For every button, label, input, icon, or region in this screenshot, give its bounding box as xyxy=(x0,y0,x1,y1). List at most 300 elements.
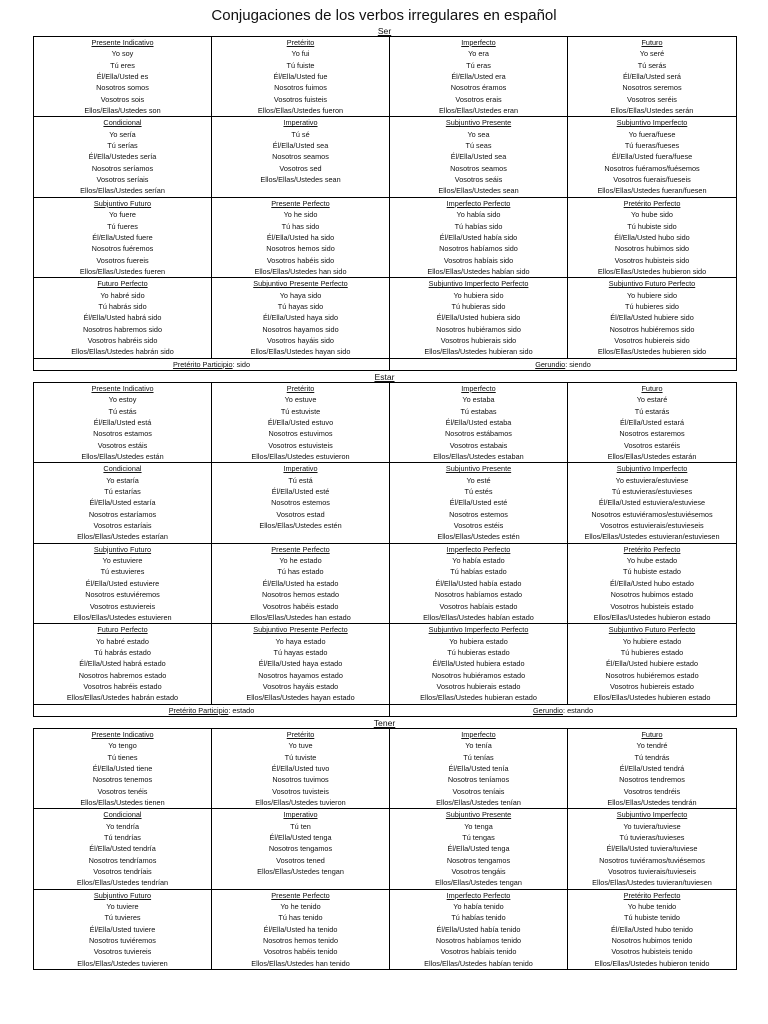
conjugation-form: Yo tendría xyxy=(106,821,139,831)
conjugation-form: Ellos/Ellas/Ustedes hubieran sido xyxy=(424,347,533,357)
tense-cell xyxy=(568,889,737,969)
conjugation-form: Ellos/Ellas/Ustedes están xyxy=(81,452,164,462)
conjugation-form: Él/Ella/Usted había tenido xyxy=(436,924,521,934)
conjugation-form: Él/Ella/Usted estará xyxy=(619,418,685,427)
conjugation-form: Tú seas xyxy=(465,141,492,151)
conjugation-form: Ellos/Ellas/Ustedes hubieran estado xyxy=(420,693,537,703)
conjugation-form: Yo estuviere xyxy=(102,556,143,566)
tense-cell xyxy=(568,728,737,808)
participle-row xyxy=(34,358,737,370)
conjugation-form: Tú tengas xyxy=(462,833,495,843)
conjugation-form: Él/Ella/Usted ha tenido xyxy=(263,924,338,934)
tense-row xyxy=(34,37,737,117)
tense-cell xyxy=(34,463,212,543)
conjugation-form: Yo fuera/fuese xyxy=(628,129,676,139)
conjugation-form: Ellos/Ellas/Ustedes tienen xyxy=(80,798,165,807)
conjugation-form: Yo haya estado xyxy=(275,636,326,646)
conjugation-form: Tú hayas estado xyxy=(273,647,328,657)
tense-name: Condicional xyxy=(103,810,142,820)
conjugation-form: Ellos/Ellas/Ustedes hubieron estado xyxy=(593,612,711,622)
conjugation-form: Vosotros sois xyxy=(100,94,145,104)
tense-name: Subjuntivo Presente Perfecto xyxy=(253,279,348,289)
conjugation-form: Vosotros hubiereis sido xyxy=(614,335,690,345)
tense-cell xyxy=(212,809,390,889)
conjugation-form: Nosotros habíamos sido xyxy=(439,244,518,254)
conjugation-form: Ellos/Ellas/Ustedes hayan estado xyxy=(246,693,355,703)
conjugation-form: Vosotros seáis xyxy=(454,175,503,185)
conjugation-form: Él/Ella/Usted tenga xyxy=(447,844,510,854)
conjugation-form: Vosotros habíais tenido xyxy=(440,947,517,957)
conjugation-form: Tú hubiste tenido xyxy=(624,913,680,923)
conjugation-form: Tú tienes xyxy=(107,752,138,762)
conjugation-form: Ellos/Ellas/Ustedes habían tenido xyxy=(424,958,533,968)
conjugation-form: Vosotros estabais xyxy=(449,440,508,450)
conjugation-form: Tú hubieres sido xyxy=(625,301,679,311)
conjugation-form: Tú estuvieras/estuvieses xyxy=(611,487,693,497)
conjugation-form: Nosotros hubimos estado xyxy=(610,590,694,600)
tense-cell xyxy=(390,37,568,117)
conjugation-form: Tú has estado xyxy=(277,567,324,577)
conjugation-form: Tú tuvieras/tuvieses xyxy=(619,833,685,843)
conjugation-form: Nosotros hemos tenido xyxy=(262,936,339,946)
conjugation-form: Yo era xyxy=(468,49,489,59)
tense-cell xyxy=(212,889,390,969)
conjugation-form: Tú hubiste estado xyxy=(622,567,681,577)
conjugation-form: Nosotros tenemos xyxy=(92,775,153,785)
conjugation-form: Ellos/Ellas/Ustedes estuvieran/estuviesen xyxy=(584,532,720,542)
conjugation-form: Él/Ella/Ustedes sería xyxy=(88,152,157,162)
tense-cell xyxy=(390,117,568,197)
conjugation-form: Nosotros hubiéramos estado xyxy=(431,670,526,680)
conjugation-form: Él/Ella/Usted esté xyxy=(271,487,330,497)
conjugation-form: Ellos/Ellas/Ustedes habían sido xyxy=(427,266,530,276)
tense-name: Imperfecto Perfecto xyxy=(446,544,511,554)
conjugation-form: Vosotros erais xyxy=(455,94,502,104)
conjugation-form: Ellos/Ellas/Ustedes habrán estado xyxy=(66,693,179,703)
tense-cell xyxy=(390,543,568,623)
conjugation-form: Vosotros fuereis xyxy=(96,255,149,265)
conjugation-form: Yo tengo xyxy=(108,741,137,751)
tense-row xyxy=(34,624,737,704)
tense-name: Subjuntivo Imperfecto xyxy=(616,464,688,474)
conjugation-form: Vosotros sed xyxy=(279,163,322,173)
tense-name: Futuro Perfecto xyxy=(97,625,148,635)
conjugation-form: Vosotros hubierais estado xyxy=(436,681,521,691)
past-participle-value: sido xyxy=(236,359,251,369)
tense-cell xyxy=(568,278,737,358)
tense-name: Futuro xyxy=(641,38,663,47)
conjugation-form: Nosotros tengamos xyxy=(268,844,333,854)
tense-cell xyxy=(568,197,737,277)
conjugation-form: Yo tuve xyxy=(288,741,313,751)
conjugation-form: Ellos/Ellas/Ustedes hubieren estado xyxy=(593,693,711,703)
conjugation-form: Yo hubiera estado xyxy=(449,636,508,646)
conjugation-form: Ellos/Ellas/Ustedes estén xyxy=(437,532,520,542)
conjugation-form: Vosotros hubisteis estado xyxy=(610,601,694,611)
conjugation-form: Nosotros seamos xyxy=(272,152,329,162)
conjugation-form: Él/Ella/Usted tendría xyxy=(89,844,156,854)
tense-name: Imperativo xyxy=(283,810,318,820)
past-participle-value: estado xyxy=(232,705,255,715)
tense-name: Futuro xyxy=(641,729,663,739)
conjugation-form: Vosotros estaréis xyxy=(624,440,680,450)
tense-cell xyxy=(390,463,568,543)
conjugation-form: Ellos/Ellas/Ustedes estarían xyxy=(77,532,168,542)
conjugation-form: Nosotros fuéramos/fuésemos xyxy=(604,163,700,173)
conjugation-form: Yo había tenido xyxy=(453,902,504,912)
conjugation-form: Nosotros éramos xyxy=(450,83,507,93)
tense-name: Pretérito Perfecto xyxy=(623,890,681,900)
conjugation-form: Nosotros hubiéramos sido xyxy=(436,324,521,334)
conjugation-form: Tú estás xyxy=(108,406,137,416)
tense-name: Imperfecto Perfecto xyxy=(446,198,511,208)
gerund: Gerundio: estando xyxy=(390,704,737,716)
conjugation-form: Él/Ella/Usted esté xyxy=(449,498,508,508)
tense-name: Subjuntivo Imperfecto xyxy=(616,118,688,128)
tense-name: Subjuntivo Presente xyxy=(445,118,512,128)
tense-cell xyxy=(212,117,390,197)
conjugation-form: Nosotros tendríamos xyxy=(88,855,157,865)
conjugation-form: Él/Ella/Usted hubo sido xyxy=(614,232,690,242)
conjugation-form: Vosotros fuerais/fueseis xyxy=(613,175,691,185)
conjugation-form: Yo estaba xyxy=(462,395,495,405)
conjugation-form: Nosotros estábamos xyxy=(445,429,512,439)
conjugation-table xyxy=(33,36,737,371)
past-participle-label: Pretérito Participio xyxy=(168,705,229,715)
tense-row xyxy=(34,197,737,277)
conjugation-form: Él/Ella/Usted era xyxy=(451,72,506,82)
conjugation-form: Él/Ella/Usted habrá sido xyxy=(83,313,162,323)
conjugation-form: Tú habías estado xyxy=(450,567,507,577)
conjugation-form: Nosotros teníamos xyxy=(447,775,510,785)
conjugation-form: Nosotros hubiéremos sido xyxy=(609,324,695,334)
tense-cell xyxy=(34,37,212,117)
tense-name: Subjuntivo Futuro xyxy=(93,544,152,554)
conjugation-form: Nosotros seamos xyxy=(450,163,507,173)
tense-name: Futuro xyxy=(641,383,663,393)
tense-row xyxy=(34,463,737,543)
conjugation-form: Vosotros estéis xyxy=(453,521,504,531)
tense-cell xyxy=(212,543,390,623)
conjugation-form: Vosotros tendríais xyxy=(93,867,152,877)
tense-name: Imperfecto Perfecto xyxy=(446,890,511,900)
tense-name: Pretérito Perfecto xyxy=(623,544,681,554)
tense-name: Futuro Perfecto xyxy=(97,279,148,289)
conjugation-form: Ellos/Ellas/Ustedes sean xyxy=(260,175,341,185)
conjugation-form: Yo tendré xyxy=(636,741,668,751)
conjugation-form: Nosotros hubimos sido xyxy=(614,244,690,254)
conjugation-form: Ellos/Ellas/Ustedes habían estado xyxy=(423,612,534,622)
conjugation-form: Ellos/Ellas/Ustedes fueron xyxy=(257,106,344,116)
conjugation-form: Yo sea xyxy=(467,129,490,139)
conjugation-form: Ellos/Ellas/Ustedes fueren xyxy=(79,266,166,276)
tense-cell xyxy=(212,728,390,808)
conjugation-form: Él/Ella/Usted hubiere estado xyxy=(605,659,699,669)
conjugation-form: Yo había sido xyxy=(456,210,501,220)
verb-title: Ser xyxy=(377,26,392,36)
conjugation-form: Vosotros tuvisteis xyxy=(272,786,329,796)
conjugation-form: Él/Ella/Usted estuviere xyxy=(85,578,160,588)
conjugation-form: Tú habrás sido xyxy=(98,301,147,311)
verb-title: Tener xyxy=(373,717,396,728)
conjugation-form: Yo hube sido xyxy=(631,210,673,220)
conjugation-form: Él/Ella/Usted tenía xyxy=(448,763,509,773)
conjugation-form: Nosotros hubiéremos estado xyxy=(605,670,699,680)
conjugation-form: Nosotros hayamos estado xyxy=(258,670,343,680)
conjugation-form: Yo estuve xyxy=(284,395,317,405)
conjugation-form: Yo soy xyxy=(111,49,134,59)
conjugation-form: Ellos/Ellas/Ustedes estuvieren xyxy=(73,612,172,622)
conjugation-form: Ellos/Ellas/Ustedes tuvieron xyxy=(255,798,346,807)
conjugation-form: Él/Ella/Usted tenga xyxy=(269,833,332,843)
conjugation-form: Tú está xyxy=(288,475,313,485)
tense-name: Presente Perfecto xyxy=(271,890,330,900)
conjugation-form: Él/Ella/Usted fuere xyxy=(92,232,153,242)
conjugation-form: Yo he tenido xyxy=(280,902,321,912)
conjugation-form: Él/Ella/Usted había sido xyxy=(439,232,518,242)
verb-section-2 xyxy=(33,718,736,970)
tense-name: Subjuntivo Futuro xyxy=(93,198,152,208)
conjugation-form: Vosotros estad xyxy=(276,509,325,519)
conjugation-form: Él/Ella/Usted es xyxy=(96,72,149,82)
conjugation-form: Vosotros habéis sido xyxy=(266,255,335,265)
conjugation-form: Yo estaría xyxy=(106,475,139,485)
tense-cell xyxy=(390,624,568,704)
conjugation-form: Él/Ella/Usted hubiere sido xyxy=(610,313,694,323)
past-participle: Pretérito Participio: sido xyxy=(34,358,390,370)
conjugation-form: Nosotros hubimos tenido xyxy=(611,936,693,946)
conjugation-form: Vosotros tenéis xyxy=(97,786,148,796)
conjugation-form: Yo hube estado xyxy=(626,556,678,566)
conjugation-form: Vosotros hayáis sido xyxy=(267,335,334,345)
conjugation-form: Yo hubiere estado xyxy=(622,636,682,646)
tense-name: Subjuntivo Presente xyxy=(445,464,512,474)
tense-cell xyxy=(390,278,568,358)
tense-cell xyxy=(34,278,212,358)
verb-section-0 xyxy=(33,26,736,371)
tense-cell xyxy=(212,463,390,543)
conjugation-form: Tú estés xyxy=(464,487,493,497)
tense-cell xyxy=(568,382,737,462)
conjugation-form: Yo fuere xyxy=(109,210,136,220)
conjugation-form: Ellos/Ellas/Ustedes son xyxy=(84,106,161,116)
conjugation-form: Nosotros tuviéremos xyxy=(89,936,156,946)
conjugation-form: Ellos/Ellas/Ustedes habrán sido xyxy=(71,347,174,357)
past-participle: Pretérito Participio: estado xyxy=(34,704,390,716)
tense-name: Subjuntivo Futuro xyxy=(93,890,152,900)
tense-cell xyxy=(212,197,390,277)
conjugation-table xyxy=(33,382,737,717)
gerund-value: estando xyxy=(567,705,594,715)
tense-name: Pretérito xyxy=(286,729,315,739)
tense-name: Imperativo xyxy=(283,464,318,474)
conjugation-form: Yo habré sido xyxy=(100,290,145,300)
conjugation-form: Yo habré estado xyxy=(96,636,149,646)
conjugation-form: Yo estuviera/estuviese xyxy=(615,475,689,485)
conjugation-form: Tú habrás estado xyxy=(94,647,151,657)
conjugation-form: Vosotros estáis xyxy=(97,440,148,450)
tense-cell xyxy=(34,382,212,462)
tense-name: Imperfecto xyxy=(461,38,496,47)
conjugation-form: Vosotros habíais estado xyxy=(439,601,518,611)
tense-name: Subjuntivo Presente xyxy=(445,810,512,820)
conjugation-form: Tú fueras/fueses xyxy=(624,141,680,151)
conjugation-form: Nosotros habremos estado xyxy=(78,670,167,680)
conjugation-form: Él/Ella/Usted haya estado xyxy=(258,659,343,669)
conjugation-form: Yo hubiera sido xyxy=(453,290,504,300)
conjugation-form: Ellos/Ellas/Ustedes sean xyxy=(438,186,519,196)
conjugation-form: Vosotros seréis xyxy=(627,94,677,104)
conjugation-form: Nosotros tuvimos xyxy=(272,775,329,785)
conjugation-table xyxy=(33,728,737,970)
conjugation-form: Ellos/Ellas/Ustedes tendrían xyxy=(76,878,169,888)
conjugation-form: Tú hubieres estado xyxy=(620,647,684,657)
tense-cell xyxy=(34,809,212,889)
conjugation-form: Ellos/Ellas/Ustedes tuvieran/tuviesen xyxy=(592,878,712,888)
conjugation-form: Nosotros fuimos xyxy=(274,83,327,93)
conjugation-form: Nosotros estemos xyxy=(271,498,330,508)
conjugation-form: Él/Ella/Usted sea xyxy=(272,141,329,151)
conjugation-form: Yo tuviere xyxy=(106,902,139,912)
conjugation-form: Nosotros hemos sido xyxy=(266,244,335,254)
conjugation-form: Él/Ella/Usted fue xyxy=(273,72,328,82)
conjugation-form: Ellos/Ellas/Ustedes eran xyxy=(438,106,519,116)
conjugation-form: Él/Ella/Usted tuvo xyxy=(271,763,330,773)
conjugation-form: Él/Ella/Usted estaba xyxy=(445,418,512,427)
conjugation-form: Vosotros estuvisteis xyxy=(268,440,333,450)
conjugation-form: Vosotros habréis sido xyxy=(87,335,158,345)
conjugation-form: Él/Ella/Usted ha estado xyxy=(262,578,339,588)
conjugation-form: Tú tuviste xyxy=(284,752,317,762)
tense-cell xyxy=(390,382,568,462)
conjugation-form: Él/Ella/Usted hubiera estado xyxy=(432,659,525,669)
conjugation-form: Vosotros hubiereis estado xyxy=(610,681,694,691)
conjugation-form: Tú estarás xyxy=(634,406,670,416)
conjugation-form: Ellos/Ellas/Ustedes hubieron tenido xyxy=(594,958,710,968)
conjugation-form: Él/Ella/Usted será xyxy=(623,72,681,82)
conjugation-form: Él/Ella/Usted habrá estado xyxy=(79,659,166,669)
tense-row xyxy=(34,117,737,197)
verb-sections xyxy=(33,26,736,970)
conjugation-form: Tú tendrías xyxy=(104,833,141,843)
conjugation-form: Él/Ella/Usted hubo tenido xyxy=(611,924,693,934)
conjugation-form: Yo he sido xyxy=(283,210,318,220)
conjugation-form: Tú estuviste xyxy=(280,406,321,416)
tense-cell xyxy=(568,37,737,117)
tense-name: Pretérito xyxy=(286,38,315,47)
conjugation-form: Tú eras xyxy=(466,60,491,70)
verb-section-1 xyxy=(33,372,736,717)
tense-cell xyxy=(34,889,212,969)
conjugation-form: Vosotros hubisteis sido xyxy=(614,255,690,265)
conjugation-form: Ellos/Ellas/Ustedes serían xyxy=(80,186,165,196)
tense-name: Imperfecto xyxy=(461,729,496,739)
conjugation-form: Yo tenga xyxy=(464,821,493,831)
conjugation-form: Yo tenía xyxy=(465,741,492,751)
conjugation-form: Tú tendrás xyxy=(634,752,670,762)
gerund: Gerundio: siendo xyxy=(390,358,737,370)
conjugation-form: Vosotros habéis tenido xyxy=(263,947,338,957)
conjugation-form: Vosotros tuviereis xyxy=(93,947,152,957)
tense-name: Condicional xyxy=(103,464,142,474)
conjugation-form: Yo sería xyxy=(109,129,136,139)
conjugation-form: Ellos/Ellas/Ustedes estaban xyxy=(433,452,524,462)
conjugation-form: Nosotros hemos estado xyxy=(261,590,340,600)
conjugation-form: Yo fui xyxy=(291,49,310,59)
tense-cell xyxy=(212,382,390,462)
conjugation-form: Tú tenías xyxy=(463,752,494,762)
conjugation-form: Tú habías tenido xyxy=(451,913,506,923)
conjugation-form: Yo esté xyxy=(466,475,491,485)
tense-cell xyxy=(390,197,568,277)
conjugation-form: Vosotros fuisteis xyxy=(273,94,328,104)
tense-row xyxy=(34,382,737,462)
verb-title: Estar xyxy=(374,371,395,382)
conjugation-form: Yo había estado xyxy=(452,556,505,566)
conjugation-form: Vosotros habíais sido xyxy=(443,255,514,265)
conjugation-form: Nosotros somos xyxy=(96,83,149,93)
conjugation-form: Ellos/Ellas/Ustedes estuvieron xyxy=(251,452,350,462)
conjugation-form: Yo tuviera/tuviese xyxy=(623,821,681,831)
conjugation-form: Ellos/Ellas/Ustedes serán xyxy=(610,106,694,116)
conjugation-form: Vosotros hubierais sido xyxy=(440,335,517,345)
conjugation-form: Él/Ella/Usted había estado xyxy=(435,578,522,588)
conjugation-form: Él/Ella/Usted tuviere xyxy=(89,924,156,934)
conjugation-form: Él/Ella/Usted tendrá xyxy=(619,763,685,773)
conjugation-form: Tú fuiste xyxy=(286,60,315,70)
tense-cell xyxy=(34,543,212,623)
conjugation-form: Yo estaré xyxy=(636,395,668,405)
conjugation-form: Tú estuvieres xyxy=(100,567,145,577)
tense-cell xyxy=(390,728,568,808)
conjugation-form: Nosotros estemos xyxy=(449,509,508,519)
tense-cell xyxy=(34,728,212,808)
conjugation-form: Tú serías xyxy=(107,141,138,151)
participle-row xyxy=(34,704,737,716)
conjugation-form: Tú estabas xyxy=(460,406,497,416)
conjugation-form: Vosotros hubisteis tenido xyxy=(611,947,693,957)
conjugation-form: Tú estarías xyxy=(104,487,141,497)
tense-name: Imperfecto xyxy=(461,383,496,393)
conjugation-form: Ellos/Ellas/Ustedes estarán xyxy=(607,452,697,462)
conjugation-form: Nosotros hayamos sido xyxy=(262,324,339,334)
conjugation-form: Ellos/Ellas/Ustedes tenían xyxy=(436,798,521,807)
conjugation-form: Nosotros estamos xyxy=(93,429,152,439)
conjugation-form: Tú ten xyxy=(290,821,311,831)
conjugation-form: Ellos/Ellas/Ustedes tendrán xyxy=(607,798,697,807)
tense-cell xyxy=(34,624,212,704)
conjugation-form: Nosotros estuviéremos xyxy=(85,590,160,600)
conjugation-form: Nosotros fuéremos xyxy=(91,244,154,254)
conjugation-form: Vosotros tened xyxy=(276,855,325,865)
past-participle-label: Pretérito Participio xyxy=(172,359,233,369)
conjugation-form: Vosotros hayáis estado xyxy=(262,681,339,691)
conjugation-form: Él/Ella/Usted hubo estado xyxy=(610,578,694,588)
conjugation-form: Nosotros estuvimos xyxy=(268,429,333,439)
tense-cell xyxy=(390,809,568,889)
tense-row xyxy=(34,889,737,969)
tense-name: Presente Indicativo xyxy=(91,38,154,47)
conjugation-form: Vosotros tengáis xyxy=(451,867,506,877)
conjugation-form: Nosotros estaremos xyxy=(619,429,685,439)
tense-name: Condicional xyxy=(103,118,142,128)
conjugation-form: Él/Ella/Usted hubiera sido xyxy=(436,313,521,323)
tense-cell xyxy=(34,117,212,197)
tense-row xyxy=(34,809,737,889)
tense-cell xyxy=(568,463,737,543)
conjugation-form: Vosotros tendréis xyxy=(623,786,681,796)
conjugation-form: Nosotros seremos xyxy=(622,83,682,93)
